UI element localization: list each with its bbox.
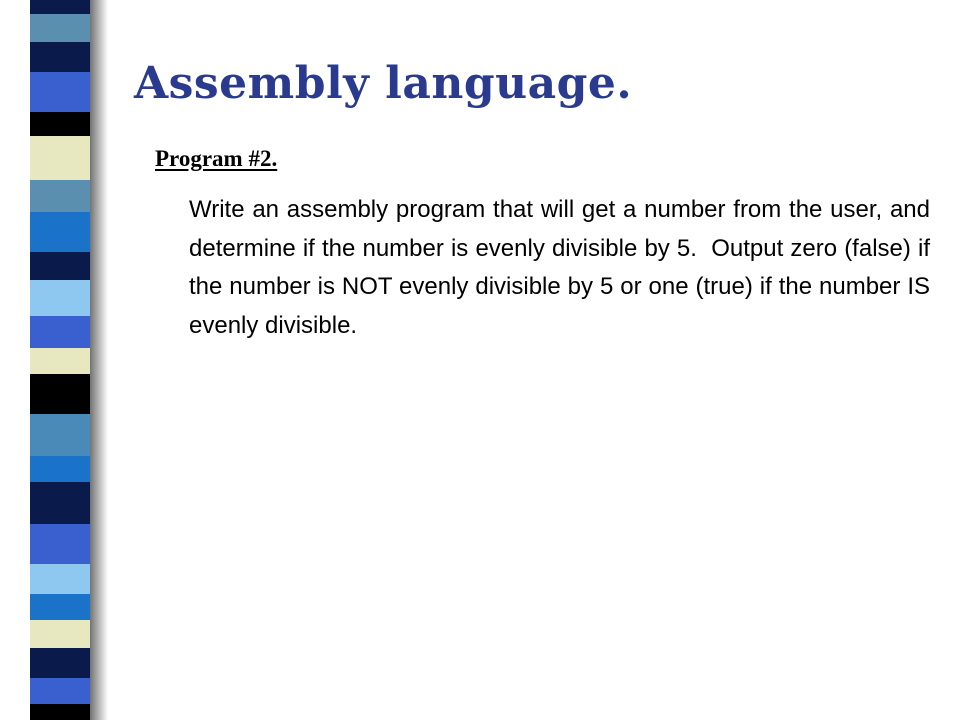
stripe-band: [30, 0, 90, 14]
stripe-band: [30, 648, 90, 678]
page-title: Assembly language.: [134, 58, 633, 109]
stripe-band: [30, 414, 90, 456]
stripe-band: [30, 72, 90, 112]
stripe-band: [30, 280, 90, 316]
stripe-shadow: [90, 0, 108, 720]
stripe-band: [30, 212, 90, 252]
stripe-band: [30, 136, 90, 180]
stripe-band: [30, 112, 90, 136]
stripe-band: [30, 678, 90, 704]
stripe-band: [30, 564, 90, 594]
decorative-stripe-bar: [0, 0, 108, 720]
stripe-band: [30, 704, 90, 720]
stripe-band: [30, 482, 90, 524]
stripe-band: [30, 14, 90, 42]
problem-description: Write an assembly program that will get a number from the user, and determine if the number is evenly divisible by 5. Output zero (false) if the number is NOT evenly divisible by 5 or one (true) if the number IS evenly divisible.: [189, 196, 937, 339]
program-subheading: Program #2.: [155, 146, 278, 171]
stripe-band: [30, 374, 90, 414]
stripe-band: [30, 456, 90, 482]
stripe-band: [30, 180, 90, 212]
stripe-graphic: [0, 0, 108, 720]
stripe-group: [30, 0, 90, 720]
stripe-band: [30, 524, 90, 564]
stripe-band: [30, 594, 90, 620]
stripe-band: [30, 252, 90, 280]
stripe-band: [30, 42, 90, 72]
stripe-band: [30, 316, 90, 348]
stripe-band: [30, 620, 90, 648]
stripe-band: [30, 348, 90, 374]
